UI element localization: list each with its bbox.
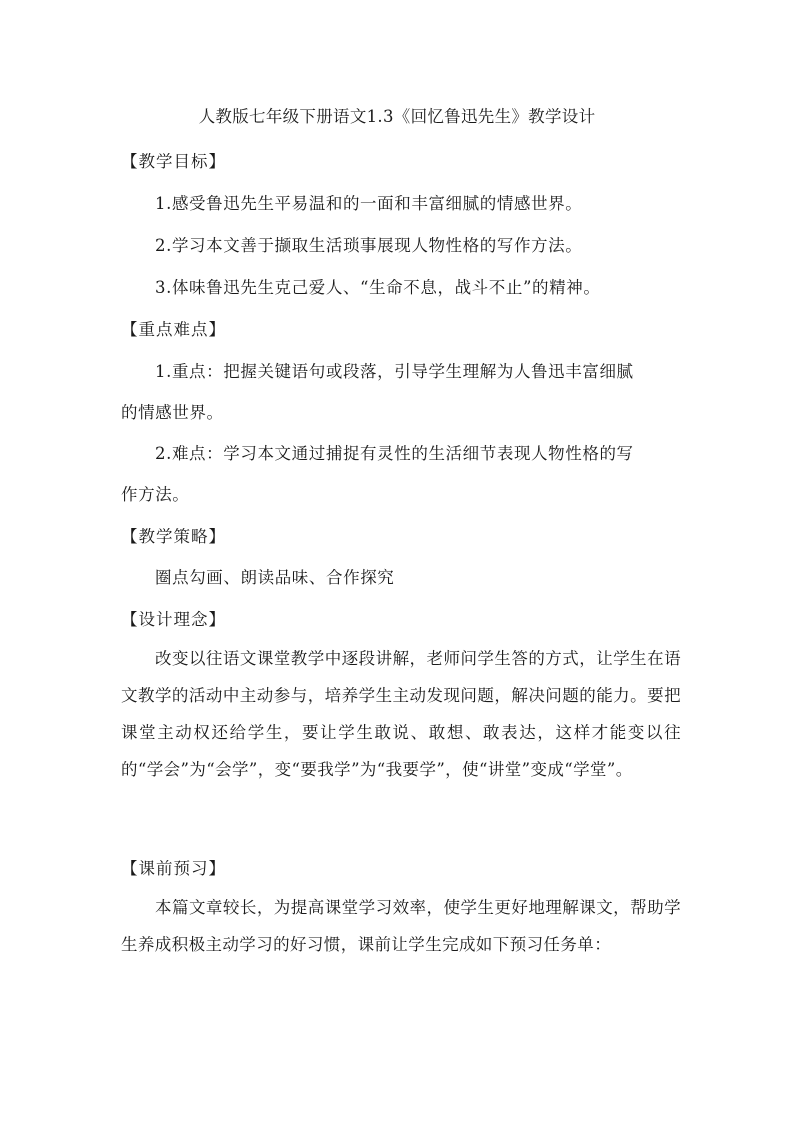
key-point-1-line-1: 1.重点：把握关键语句或段落，引导学生理解为人鲁迅丰富细腻 [155,362,634,381]
heading-concept: 【设计理念】 [121,610,226,629]
preview-paragraph: 本篇文章较长，为提高课堂学习效率，使学生更好地理解课文，帮助学生养成积极主动学习的好习惯，课前让学生完成如下预习任务单： [121,898,681,954]
objective-item-1: 1.感受鲁迅先生平易温和的一面和丰富细腻的情感世界。 [155,194,583,213]
key-point-2-line-1: 2.难点：学习本文通过捕捉有灵性的生活细节表现人物性格的写 [155,444,634,463]
concept-paragraph: 改变以往语文课堂教学中逐段讲解，老师问学生答的方式，让学生在语文教学的活动中主动参与，培养学生主动发现问题，解决问题的能力。要把课堂主动权还给学生，要让学生敢说、敢想、敢表达，这样才能变以往的“学会”为“会学”，变“要我学”为“我要学”，使“讲堂”变成“学堂”。 [121,649,681,779]
key-point-1-line-2: 的情感世界。 [121,403,224,422]
heading-preview: 【课前预习】 [121,859,226,878]
key-point-2-line-2: 作方法。 [121,485,190,504]
heading-key-points: 【重点难点】 [121,320,226,339]
document-title: 人教版七年级下册语文1.3《回忆鲁迅先生》教学设计 [198,107,596,126]
heading-objectives: 【教学目标】 [121,152,226,171]
objective-item-3: 3.体味鲁迅先生克己爱人、“生命不息，战斗不止”的精神。 [155,278,601,297]
objective-item-2: 2.学习本文善于撷取生活琐事展现人物性格的写作方法。 [155,236,583,255]
strategy-text: 圈点勾画、朗读品味、合作探究 [155,568,395,587]
heading-strategy: 【教学策略】 [121,527,226,546]
